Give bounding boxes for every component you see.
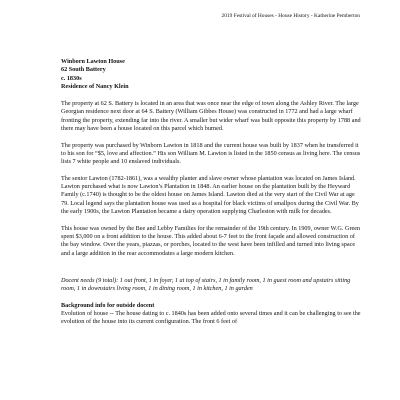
house-address: 62 South Battery (61, 66, 106, 74)
outside-docent-text: Evolution of house -- The house dating to c. 1840s has been added onto several times and it can be challenging to see the evolution of the house into its current configuration. The front 6 feet of (61, 310, 361, 326)
house-name: Winborn Lawton House (61, 58, 125, 65)
history-paragraph-site: The property at 62 S. Battery is located in an area that was once near the edge of town along the Ashley River. The large Georgian residence next door at 64 S. Battery (William Gibbes House) was constructed in 1772 and had a large wharf fronting the property, extending far into the river. A smaller but wider wharf was built opposite this property by 1788 and there may have been a house located on this parcel which burned. (61, 100, 361, 133)
history-paragraph-purchase: The property was purchased by Winborn Lawton in 1818 and the current house was built by 1837 when he transferred it to his son for “$5, love and affection.” His son William M. Lawton is listed in the 1850 census as living here. The census lists 7 white people and 10 enslaved individuals. (61, 141, 361, 166)
title-block (61, 58, 361, 91)
docent-needs: Docent needs (9 total): 1 out front, 1 in foyer, 1 at top of stairs, 1 in family room, 1 in guest room and upstairs sitting room, 1 in downstairs living room, 1 in dining room, 1 in kitchen, 1 in garden (61, 276, 351, 293)
house-resident: Residence of Nancy Klein (61, 82, 129, 90)
history-paragraph-later-owners: This house was owned by the Bee and Lebby Families for the remainder of the 19th century. In 1909, owner W.G. Green spent $3,000 on a front addition to the house. This added about 6-7 feet to the front façade and allowed construction of the bay window. Over the years, piazzas, or porches, located to the west have been infilled and turned into living space and a large addition in the rear accommodates a large modern kitchen. (61, 224, 361, 257)
running-header: 2019 Festival of Houses - House History - Katherine Pemberton (221, 13, 360, 19)
outside-docent-heading: Background info for outside docent (61, 301, 155, 309)
house-date: c. 1830s (61, 74, 82, 82)
history-paragraph-senior-lawton: The senior Lawton (1782-1861), was a wealthy planter and slave owner whose plantation was located on James Island. Lawton purchased what is now Lawton’s Plantation in 1848. An earlier house on the plantation built by the Heyward Family (c.1740) is thought to be the oldest house on James Island. Lawton died at the very start of the Civil War at age 79. Local legend says the plantation house was used as a hospital for black victims of smallpox during the Civil War. By the early 1900s, the Lawton Plantation became a dairy operation supplying Charleston with milk for decades. (61, 174, 359, 216)
document-body (61, 58, 361, 327)
